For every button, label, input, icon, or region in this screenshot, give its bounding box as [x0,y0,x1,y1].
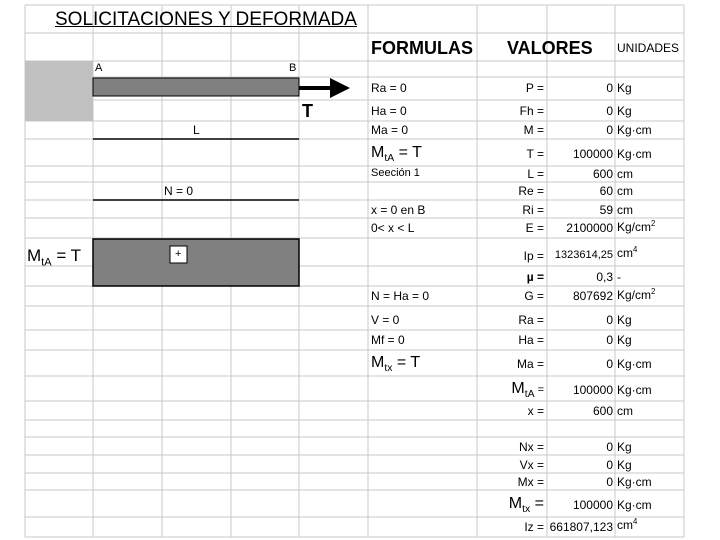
torsion-label: $M_{tA} = T$ [27,246,82,269]
value-x: 600 [592,404,613,418]
header-unidades: UNIDADES [617,41,680,55]
formula-mtx: $M_{tx} = T$ [371,354,421,375]
unit-ma: Kg·cm [617,357,652,371]
label-x: x = [527,404,544,418]
unit-l: cm [617,167,633,181]
value-mx: 0 [606,475,613,489]
label-vx: Vx = [519,458,544,472]
label-mu: µ = [526,270,544,284]
value-fh: 0 [606,104,613,118]
torsion-diagram [93,239,299,286]
value-re: 60 [599,184,613,198]
label-t: T [302,101,313,121]
label-ha: Ha = [518,333,544,347]
label-ra: Ra = [518,313,544,327]
label-t-value: T = [526,147,544,161]
normal-force-label: N = 0 [164,184,194,198]
unit-p: Kg [617,81,632,95]
unit-t: Kg·cm [617,147,652,161]
label-ri: Ri = [522,203,544,217]
value-t: 100000 [572,147,613,161]
label-e: E = [525,221,544,235]
plus-sign: + [175,248,182,260]
formula-range: 0< x < L [371,221,415,235]
beam [93,78,299,96]
unit-g: $Kg/cm^2$ [617,287,656,302]
label-l-value: L = [527,167,544,181]
fixed-support [25,61,93,121]
value-l: 600 [592,167,613,181]
formula-ha: Ha = 0 [371,104,407,118]
value-ha: 0 [606,333,613,347]
unit-ha: Kg [617,333,632,347]
label-b: B [289,62,297,74]
header-formulas: FORMULAS [371,38,473,58]
label-ma: Ma = [516,357,544,371]
formula-n: N = Ha = 0 [371,289,430,303]
unit-vx: Kg [617,458,632,472]
label-nx: Nx = [518,440,544,454]
unit-nx: Kg [617,440,632,454]
value-e: 2100000 [566,221,613,235]
unit-mta: Kg·cm [617,383,652,397]
label-mta: $M_{tA}$ = [511,380,544,401]
label-g: G = [524,289,544,303]
value-g: 807692 [572,289,613,303]
unit-m: Kg·cm [617,123,652,137]
page-title: SOLICITACIONES Y DEFORMADA [55,9,357,30]
label-p: P = [525,81,544,95]
value-ip: 1323614,25 [554,249,613,261]
unit-x: cm [617,404,633,418]
label-ip: Ip = [523,249,544,263]
unit-ip: $cm^4$ [617,245,638,260]
unit-mu: - [617,270,621,284]
value-ma: 0 [606,357,613,371]
unit-re: cm [617,184,633,198]
unit-mx: Kg·cm [617,475,652,489]
label-m: M = [523,123,544,137]
value-vx: 0 [606,458,613,472]
label-mtx: $M_{tx}$ = [508,495,544,516]
value-p: 0 [606,81,613,95]
value-mu: 0,3 [596,270,613,284]
value-iz: 661807,123 [549,520,613,534]
formula-mta: $M_{tA} = T$ [371,144,422,165]
value-nx: 0 [606,440,613,454]
label-a: A [95,62,103,74]
formula-x0: x = 0 en B [371,203,426,217]
header-valores: VALORES [507,38,593,58]
label-mx: Mx = [517,475,544,489]
unit-fh: Kg [617,104,632,118]
label-fh: Fh = [519,104,544,118]
value-mtx: 100000 [572,498,613,512]
torque-arrow-icon [299,78,350,98]
value-ra: 0 [606,313,613,327]
unit-ra: Kg [617,313,632,327]
formula-ma: Ma = 0 [371,123,409,137]
label-re: Re = [518,184,544,198]
value-mta: 100000 [572,383,613,397]
value-ri: 59 [599,203,613,217]
formula-v: V = 0 [371,313,400,327]
value-m: 0 [606,123,613,137]
unit-iz: $cm^4$ [617,517,638,532]
unit-e: $Kg/cm^2$ [617,219,656,234]
unit-mtx: Kg·cm [617,498,652,512]
formula-ra: Ra = 0 [371,81,407,95]
formula-mf: Mf = 0 [371,333,405,347]
unit-ri: cm [617,203,633,217]
label-l: L [193,123,200,137]
formula-seccion: Seeción 1 [371,167,420,179]
label-iz: Iz = [524,520,544,534]
